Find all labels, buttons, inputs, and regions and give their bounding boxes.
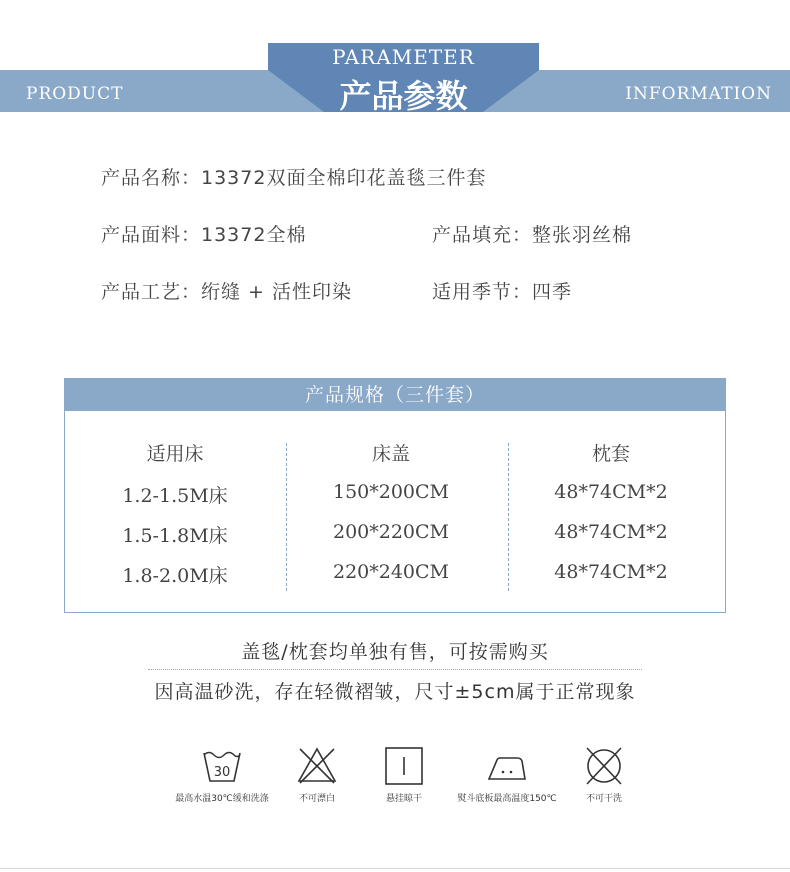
spec-column-cover xyxy=(281,439,501,601)
table-cell: 1.8-2.0M床 xyxy=(122,565,228,587)
table-cell: 220*240CM xyxy=(332,561,450,583)
care-hang-dry xyxy=(374,745,434,804)
header-left-label: PRODUCT xyxy=(26,84,124,104)
dotted-divider xyxy=(148,669,642,670)
wash-30-icon xyxy=(201,745,243,785)
note-size-tolerance: 因高温砂洗，存在轻微褶皱，尺寸±5cm属于正常现象 xyxy=(154,681,636,703)
table-cell: 48*74CM*2 xyxy=(554,521,668,543)
care-label: 不可干洗 xyxy=(585,794,622,804)
no-dry-clean-icon xyxy=(583,745,625,785)
info-craft: 产品工艺：绗缝 + 活性印染 xyxy=(101,281,352,303)
spec-table-title: 产品规格（三件套） xyxy=(65,379,725,411)
wash-temp-text: 30 xyxy=(213,765,231,780)
care-no-bleach xyxy=(287,745,347,804)
table-cell: 48*74CM*2 xyxy=(554,481,668,503)
spec-column-pillowcase xyxy=(501,439,721,601)
care-label: 悬挂晾干 xyxy=(385,794,422,804)
care-label: 最高水温30℃缓和洗涤 xyxy=(175,794,269,804)
header-right-label: INFORMATION xyxy=(625,84,772,104)
care-label: 熨斗底板最高温度150℃ xyxy=(457,794,557,804)
bottom-divider xyxy=(0,868,790,869)
info-season: 适用季节：四季 xyxy=(432,281,573,303)
column-header: 适用床 xyxy=(146,443,204,465)
hang-dry-icon xyxy=(383,745,425,785)
care-iron xyxy=(452,745,562,804)
table-cell: 150*200CM xyxy=(332,481,450,503)
note-sold-separately: 盖毯/枕套均单独有售，可按需购买 xyxy=(241,641,549,663)
column-header: 床盖 xyxy=(371,443,410,465)
column-header: 枕套 xyxy=(591,443,630,465)
table-cell: 1.2-1.5M床 xyxy=(122,485,228,507)
table-cell: 200*220CM xyxy=(332,521,450,543)
banner-chinese-title: 产品参数 xyxy=(339,77,468,115)
spec-column-bed xyxy=(65,439,285,601)
table-cell: 48*74CM*2 xyxy=(554,561,668,583)
info-filling: 产品填充：整张羽丝棉 xyxy=(432,224,633,246)
care-label: 不可漂白 xyxy=(298,794,335,804)
table-cell: 1.5-1.8M床 xyxy=(122,525,228,547)
parameter-banner xyxy=(268,43,539,115)
iron-icon xyxy=(486,745,528,785)
no-bleach-icon xyxy=(296,745,338,785)
banner-english-title: PARAMETER xyxy=(332,45,475,69)
care-no-dry-clean xyxy=(574,745,634,804)
care-wash xyxy=(168,745,276,804)
info-fabric: 产品面料：13372全棉 xyxy=(101,224,307,246)
info-product-name: 产品名称：13372双面全棉印花盖毯三件套 xyxy=(101,167,487,189)
spec-table xyxy=(64,378,726,613)
